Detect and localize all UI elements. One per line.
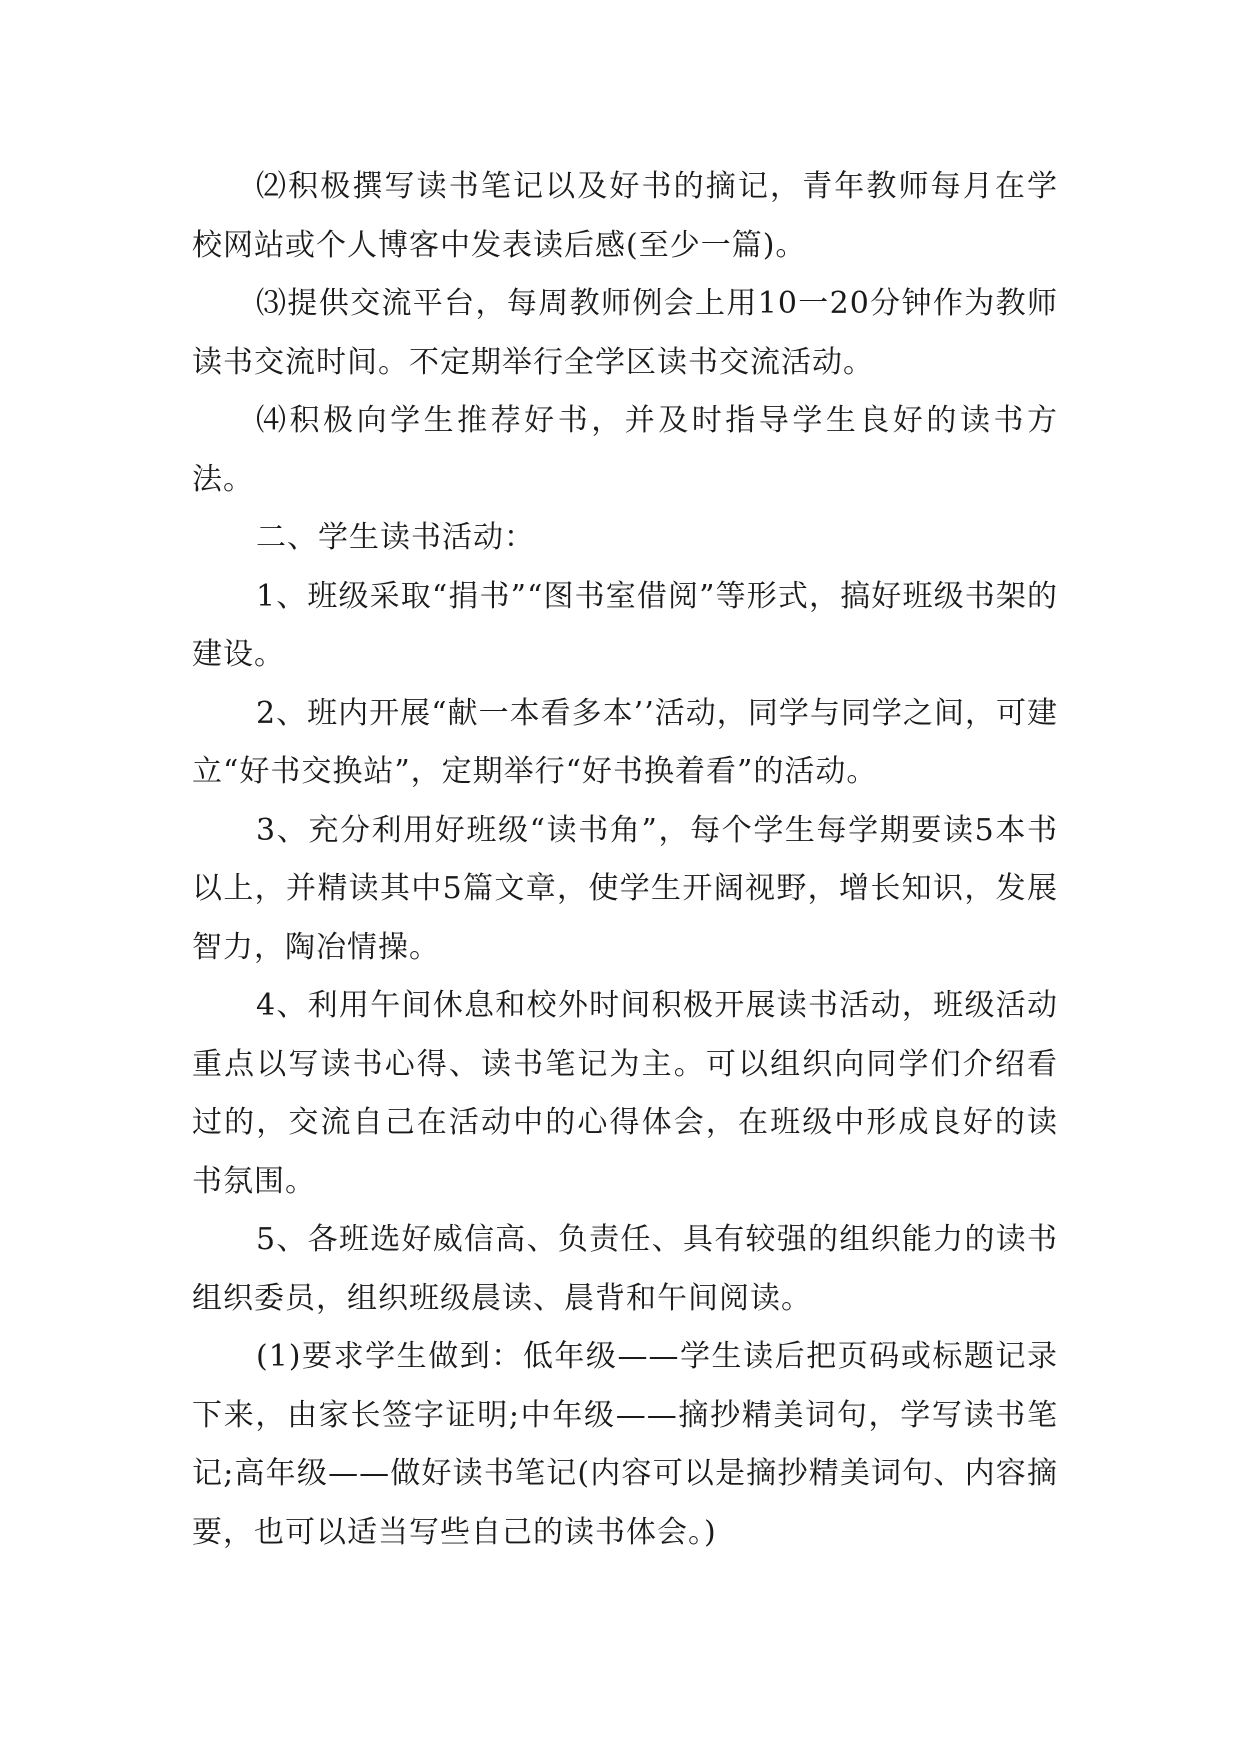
document-body	[192, 158, 1058, 1562]
paragraph-grade-requirements: (1)要求学生做到：低年级——学生读后把页码或标题记录下来，由家长签字证明;中年级——摘抄精美词句，学写读书笔记;高年级——做好读书笔记(内容可以是摘抄精美词句、内容摘要，也可以适当写些自己的读书体会。)	[192, 1339, 1058, 1550]
paragraph-exchange-platform: ⑶提供交流平台，每周教师例会上用10一20分钟作为教师读书交流时间。不定期举行全学区读书交流活动。	[192, 286, 1058, 380]
paragraph-book-exchange: 2、班内开展“献一本看多本’’活动，同学与同学之间，可建立“好书交换站”，定期举行“好书换着看”的活动。	[192, 695, 1058, 789]
paragraph-recommend-books: ⑷积极向学生推荐好书，并及时指导学生良好的读书方法。	[192, 403, 1058, 497]
paragraph-class-bookshelf: 1、班级采取“捐书”“图书室借阅”等形式，搞好班级书架的建设。	[192, 578, 1058, 672]
section-heading-student-reading: 二、学生读书活动：	[256, 520, 535, 555]
paragraph-reading-corner: 3、充分利用好班级“读书角”，每个学生每学期要读5本书以上，并精读其中5篇文章，使学生开阔视野，增长知识，发展智力，陶冶情操。	[192, 812, 1058, 965]
paragraph-teacher-notes: ⑵积极撰写读书笔记以及好书的摘记，青年教师每月在学校网站或个人博客中发表读后感(至少一篇)。	[192, 169, 1058, 263]
paragraph-noon-activities: 4、利用午间休息和校外时间积极开展读书活动，班级活动重点以写读书心得、读书笔记为主。可以组织向同学们介绍看过的，交流自己在活动中的心得体会，在班级中形成良好的读书氛围。	[192, 988, 1058, 1199]
paragraph-reading-committee: 5、各班选好威信高、负责任、具有较强的组织能力的读书组织委员，组织班级晨读、晨背和午间阅读。	[192, 1222, 1058, 1316]
